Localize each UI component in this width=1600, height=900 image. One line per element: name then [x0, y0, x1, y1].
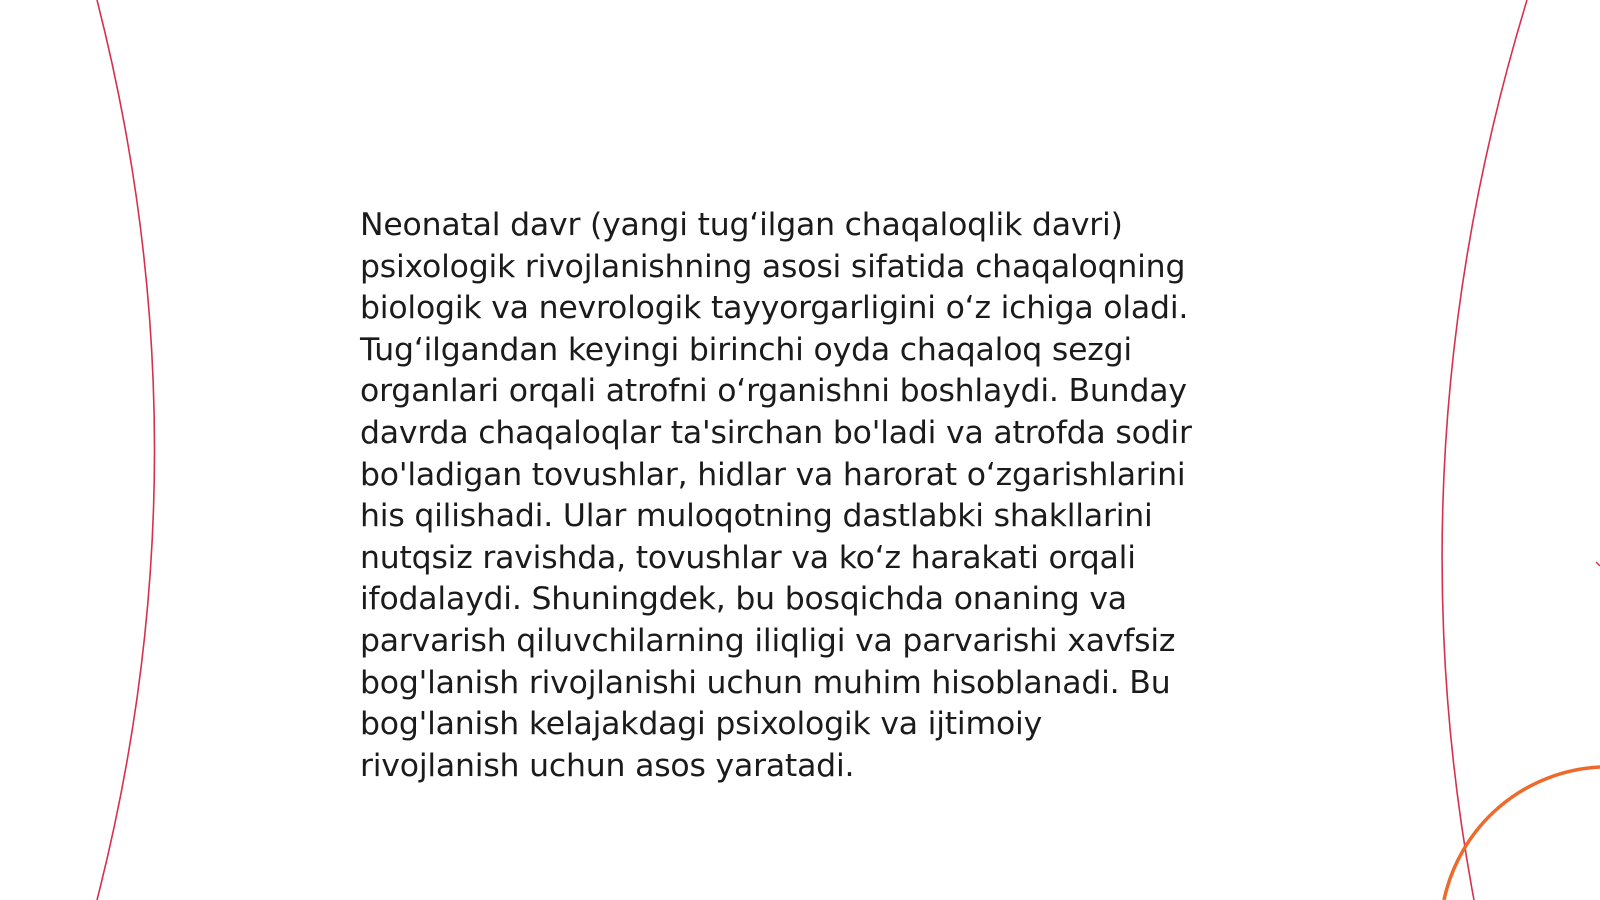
paragraph-line: ifodalaydi. Shuningdek, bu bosqichda onaning va	[360, 581, 1127, 618]
paragraph-line: Neonatal davr (yangi tug‘ilgan chaqaloqlik davri)	[360, 207, 1123, 243]
left-arc-decoration	[97, 0, 155, 900]
paragraph-line: parvarish qiluvchilarning iliqligi va parvarishi xavfsiz	[360, 622, 1176, 659]
paragraph-line: his qilishadi. Ular muloqotning dastlabki shakllarini	[360, 498, 1153, 535]
paragraph-line: psixologik rivojlanishning asosi sifatida chaqaloqning	[360, 248, 1186, 285]
paragraph-line: bog'lanish kelajakdagi psixologik va ijtimoiy	[360, 706, 1043, 743]
paragraph-line: nutqsiz ravishda, tovushlar va ko‘z harakati orqali	[360, 539, 1136, 576]
right-edge-tick-decoration	[1596, 562, 1600, 566]
body-paragraph	[360, 205, 1240, 787]
corner-arc-decoration	[1444, 767, 1600, 900]
paragraph-line: bo'ladigan tovushlar, hidlar va harorat o‘zgarishlarini	[360, 456, 1186, 493]
right-arc-decoration	[1442, 0, 1527, 900]
paragraph-line: organlari orqali atrofni o‘rganishni boshlaydi. Bunday	[360, 373, 1187, 410]
paragraph-line: biologik va nevrologik tayyorgarligini o‘z ichiga oladi.	[360, 290, 1189, 327]
paragraph-line: davrda chaqaloqlar ta'sirchan bo'ladi va atrofda sodir	[360, 414, 1192, 451]
paragraph-line: bog'lanish rivojlanishi uchun muhim hisoblanadi. Bu	[360, 664, 1171, 701]
paragraph-line: Tug‘ilgandan keyingi birinchi oyda chaqaloq sezgi	[360, 331, 1132, 368]
paragraph-line: rivojlanish uchun asos yaratadi.	[360, 747, 855, 784]
